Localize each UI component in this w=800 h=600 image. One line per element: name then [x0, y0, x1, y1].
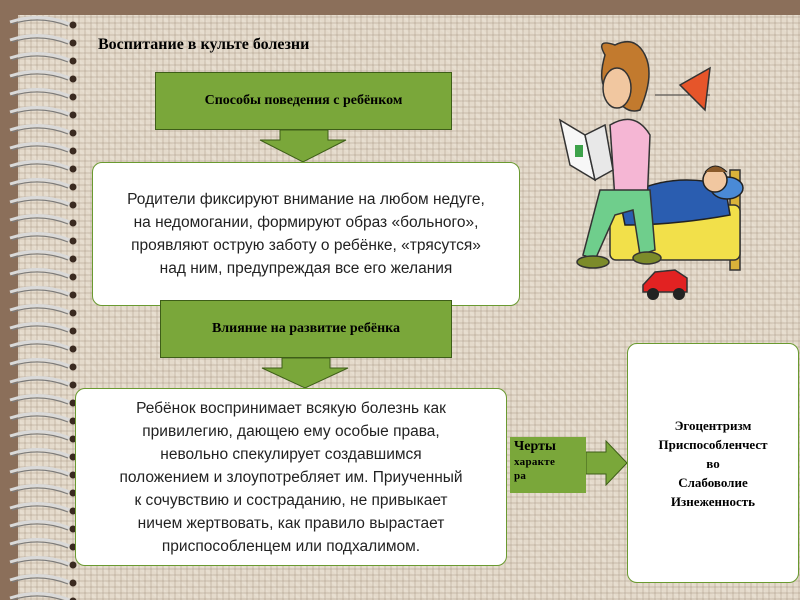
pennant-flag: [680, 68, 710, 110]
desc2-line: привилегию, дающею ему особые права,: [142, 422, 440, 440]
desc2-line: к сочувствию и состраданию, не привыкает: [134, 491, 448, 509]
desc1-line: на недомогании, формируют образ «больного»,: [133, 214, 479, 231]
behavior-description: [92, 162, 520, 306]
behavior-methods-box: Способы поведения с ребёнком: [155, 72, 452, 130]
desc2-line: приспособленцем или подхалимом.: [161, 537, 421, 555]
mother-reading-illustration: [555, 40, 755, 310]
trait-item: Изнеженность: [670, 493, 756, 509]
desc2-line: ничем жертвовать, как правило вырастает: [137, 514, 445, 532]
traits-label-sub: характе: [514, 456, 556, 468]
character-traits-list: [627, 343, 799, 583]
right-arrow-shape: [586, 441, 627, 485]
mother-shoe: [577, 256, 609, 268]
toy-car-icon: [643, 270, 687, 300]
traits-label-sub: ра: [514, 470, 527, 482]
trait-item: Приспособленчест: [658, 436, 768, 452]
slide-title: Воспитание в культе болезни: [98, 36, 310, 53]
trait-item: Слабоволие: [678, 474, 748, 490]
mother-face: [603, 68, 631, 108]
trait-item: Эгоцентризм: [674, 417, 752, 433]
down-arrow-2-shape: [262, 358, 348, 388]
traits-label-main: Черты: [514, 439, 556, 454]
desc2-line: Ребёнок воспринимает всякую болезнь как: [136, 399, 446, 417]
down-arrow-1-shape: [260, 130, 346, 162]
development-description: [75, 388, 507, 566]
development-influence-box: Влияние на развитие ребёнка: [160, 300, 452, 358]
mother-shoe: [633, 252, 661, 264]
trait-item: во: [706, 455, 720, 471]
desc2-line: положением и злоупотребляет им. Приученный: [119, 468, 463, 486]
desc1-line: проявляют острую заботу о ребёнке, «трясутся»: [131, 237, 481, 254]
desc2-line: невольно спекулирует создавшимся: [160, 445, 422, 463]
desc1-line: над ним, предупреждая все его желания: [159, 260, 453, 277]
character-traits-label: [510, 437, 586, 493]
desc1-line: Родители фиксируют внимание на любом недуге,: [127, 191, 485, 208]
